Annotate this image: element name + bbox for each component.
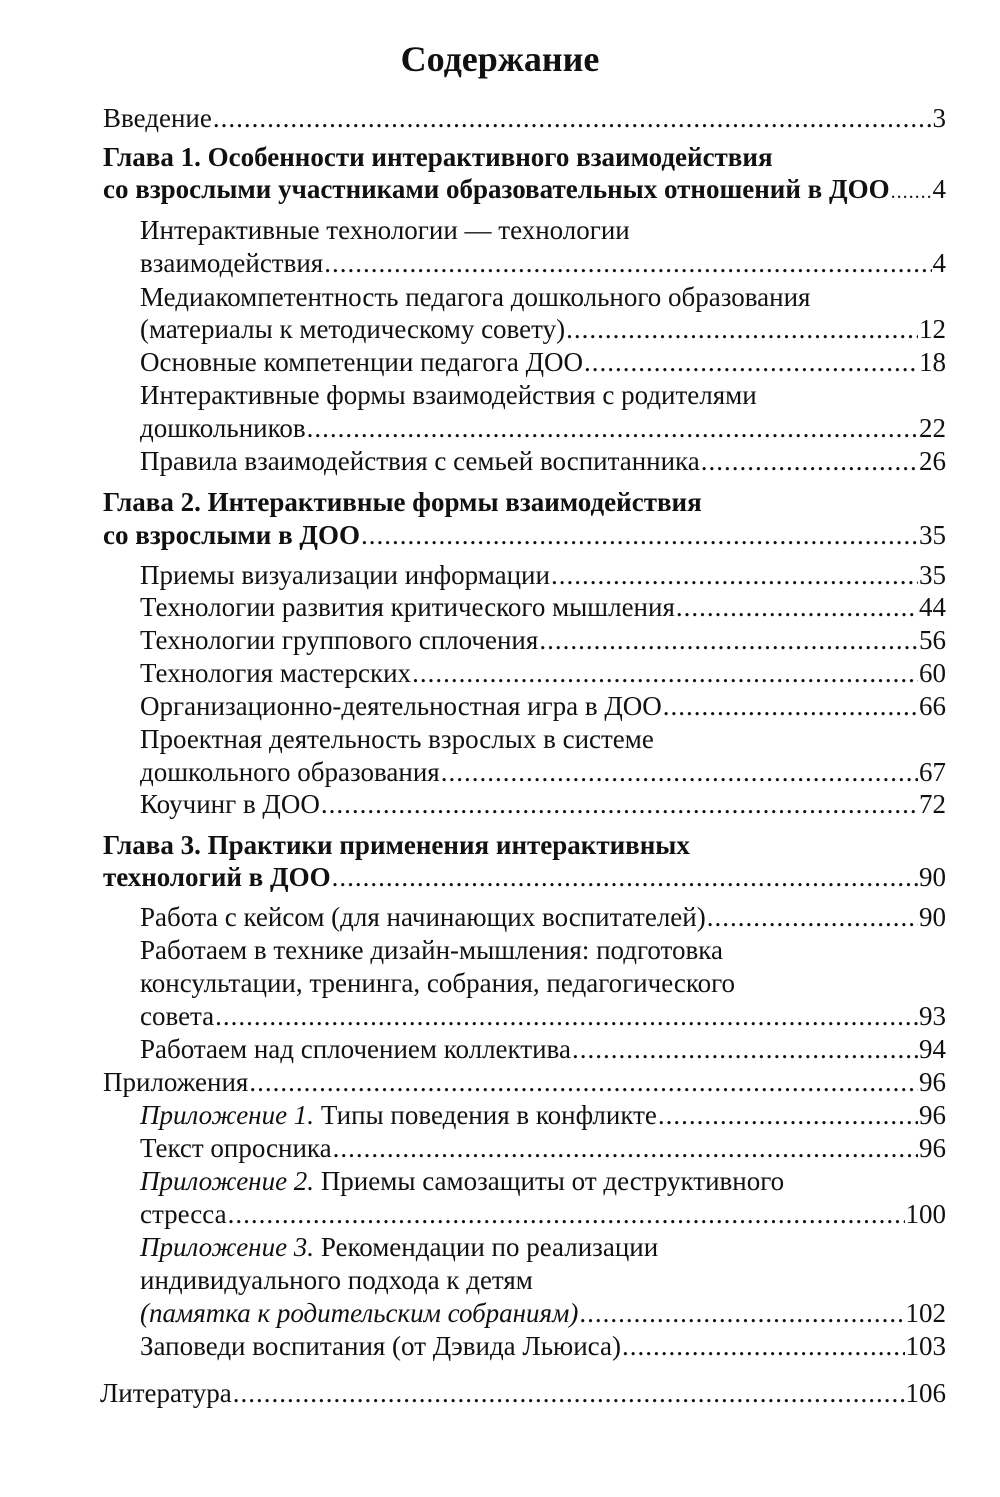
toc-entry-title: дошкольного образования [140, 757, 440, 787]
toc-entry-appendix-3[interactable] [140, 1230, 946, 1264]
dot-leader [228, 1197, 905, 1231]
toc-entry-title: Правила взаимодействия с семьей воспитанника [140, 446, 700, 476]
toc-page-number: 12 [919, 314, 946, 344]
toc-entry[interactable] [140, 656, 946, 690]
toc-entry[interactable] [140, 1131, 946, 1165]
toc-entry[interactable] [140, 246, 946, 280]
dot-leader [441, 755, 918, 789]
toc-entry-title: со взрослыми в ДОО [103, 520, 361, 550]
toc-entry[interactable] [140, 755, 946, 789]
dot-leader [551, 558, 918, 592]
dot-leader [584, 345, 918, 379]
toc-entry-title: индивидуального подхода к детям [140, 1265, 533, 1295]
toc-entry-title: Приемы визуализации информации [140, 560, 550, 590]
toc-chapter-2-line-1[interactable] [103, 485, 946, 519]
toc-page-number: 56 [919, 625, 946, 655]
toc-entry-title: (материалы к методическому совету) [140, 314, 566, 344]
appendix-label: Приложение 2. [140, 1166, 315, 1196]
dot-leader [539, 623, 918, 657]
dot-leader [676, 590, 918, 624]
dot-leader [412, 656, 918, 690]
toc-page-number: 67 [919, 757, 946, 787]
dot-leader [622, 1329, 905, 1363]
toc-chapter-1-line-2[interactable] [103, 172, 946, 206]
toc-page-number: 100 [905, 1199, 946, 1229]
toc-page-number: 35 [919, 520, 946, 550]
toc-entry-title: Текст опросника [140, 1133, 332, 1163]
dot-leader [566, 312, 918, 346]
toc-page-number: 3 [932, 103, 946, 133]
toc-entry-title: Технология мастерских [140, 658, 412, 688]
toc-chapter-3-line-1[interactable] [103, 828, 946, 862]
toc-entry-title: Глава 2. Интерактивные формы взаимодействия [103, 487, 702, 517]
dot-leader [579, 1296, 904, 1330]
toc-entry-title: Приемы самозащиты от деструктивного [314, 1166, 785, 1196]
toc-entry[interactable] [140, 444, 946, 478]
toc-entry-title: дошкольников [140, 413, 306, 443]
toc-entry[interactable] [140, 280, 946, 314]
toc-entry-title: технологий в ДОО [103, 862, 331, 892]
toc-entry[interactable] [140, 312, 946, 346]
toc-entry-title: Заповеди воспитания (от Дэвида Льюиса) [140, 1331, 621, 1361]
toc-entry-title: Приложения [103, 1067, 249, 1097]
toc-page-number: 72 [919, 789, 946, 819]
dot-leader [707, 900, 918, 934]
dot-leader [213, 101, 932, 135]
toc-entry[interactable] [140, 1263, 946, 1297]
toc-entry[interactable] [140, 900, 946, 934]
toc-page-number: 4 [932, 248, 946, 278]
toc-page-number: 44 [919, 592, 946, 622]
toc-page-number: 22 [919, 413, 946, 443]
dot-leader [307, 411, 918, 445]
toc-page-number: 94 [919, 1034, 946, 1064]
toc-page-number: 103 [905, 1331, 946, 1361]
toc-page-number: 66 [919, 691, 946, 721]
toc-entry-title: Введение [103, 103, 212, 133]
toc-entry-title: Основные компетенции педагога ДОО [140, 347, 584, 377]
toc-entry-title: Глава 1. Особенности интерактивного взаимодействия [103, 142, 773, 172]
toc-entry[interactable] [140, 1032, 946, 1066]
toc-entry[interactable] [140, 345, 946, 379]
toc-entry[interactable] [140, 933, 946, 967]
toc-page-number: 35 [919, 560, 946, 590]
toc-entry[interactable] [140, 1329, 946, 1363]
toc-entry[interactable] [140, 689, 946, 723]
toc-chapter-3-line-2[interactable] [103, 860, 946, 894]
toc-entry-title: совета [140, 1001, 215, 1031]
dot-leader [249, 1065, 918, 1099]
appendix-label: Приложение 3. [140, 1232, 315, 1262]
toc-page-number: 96 [919, 1133, 946, 1163]
toc-entry-title: Работаем над сплочением коллектива [140, 1034, 571, 1064]
toc-entry[interactable] [140, 623, 946, 657]
appendix-label: Приложение 1. [140, 1100, 315, 1130]
toc-entry[interactable] [140, 1197, 946, 1231]
dot-leader [233, 1376, 905, 1410]
dot-leader [663, 689, 918, 723]
toc-entry[interactable] [140, 1296, 946, 1330]
toc-entry-title: стресса [140, 1199, 227, 1229]
toc-entry-title: Типы поведения в конфликте [314, 1100, 657, 1130]
toc-entry-title: со взрослыми участниками образовательных отношений в ДОО [103, 174, 890, 204]
toc-entry-title: (памятка к родительским собраниям) [140, 1298, 579, 1328]
toc-entry[interactable] [140, 966, 946, 1000]
toc-entry-appendix-1[interactable] [140, 1098, 946, 1132]
dot-leader [658, 1098, 918, 1132]
toc-page-number: 96 [919, 1067, 946, 1097]
toc-entry-title: Технологии группового сплочения [140, 625, 539, 655]
toc-page-number: 106 [905, 1378, 946, 1408]
toc-page-number: 96 [919, 1100, 946, 1130]
toc-entry-title: Работаем в технике дизайн-мышления: подготовка [140, 935, 723, 965]
toc-page-number: 102 [905, 1298, 946, 1328]
toc-entry-title: взаимодействия [140, 248, 324, 278]
toc-entry-title: Рекомендации по реализации [314, 1232, 659, 1262]
toc-entry[interactable] [140, 590, 946, 624]
dot-leader [215, 999, 918, 1033]
toc-entry-title: Медиакомпетентность педагога дошкольного образования [140, 282, 811, 312]
toc-entry-introduction[interactable] [103, 101, 946, 135]
toc-entry-title: Литература [100, 1378, 232, 1408]
dot-leader [361, 518, 918, 552]
dot-leader [332, 860, 918, 894]
toc-entry[interactable] [140, 787, 946, 821]
toc-entry-literature[interactable] [100, 1376, 946, 1410]
toc-entry-title: Интерактивные формы взаимодействия с родителями [140, 380, 757, 410]
dot-leader [324, 246, 931, 280]
toc-entry[interactable] [140, 411, 946, 445]
toc-entry-appendices[interactable] [103, 1065, 946, 1099]
toc-page-number: 90 [919, 902, 946, 932]
toc-page-number: 4 [932, 174, 946, 204]
dot-leader [333, 1131, 918, 1165]
toc-entry-title: Коучинг в ДОО [140, 789, 320, 819]
toc-entry[interactable] [140, 213, 946, 247]
page-title: Содержание [400, 39, 600, 79]
toc-entry-title: Технологии развития критического мышления [140, 592, 675, 622]
toc-chapter-1-line-1[interactable] [103, 140, 946, 174]
toc-entry-title: Глава 3. Практики применения интерактивных [103, 830, 690, 860]
toc-page-number: 90 [919, 862, 946, 892]
toc-entry-title: консультации, тренинга, собрания, педагогического [140, 968, 735, 998]
toc-entry[interactable] [140, 999, 946, 1033]
toc-entry[interactable] [140, 558, 946, 592]
toc-entry-title: Проектная деятельность взрослых в системе [140, 724, 654, 754]
dot-leader [321, 787, 918, 821]
dot-leader [891, 175, 932, 209]
toc-page-number: 26 [919, 446, 946, 476]
toc-chapter-2-line-2[interactable] [103, 518, 946, 552]
toc-page-number: 18 [919, 347, 946, 377]
toc-page-number: 93 [919, 1001, 946, 1031]
toc-entry-title: Организационно-деятельностная игра в ДОО [140, 691, 662, 721]
toc-entry[interactable] [140, 378, 946, 412]
toc-entry-appendix-2[interactable] [140, 1164, 946, 1198]
dot-leader [701, 444, 918, 478]
toc-entry-title: Интерактивные технологии — технологии [140, 215, 630, 245]
dot-leader [572, 1032, 918, 1066]
toc-entry[interactable] [140, 722, 946, 756]
toc-entry-title: Работа с кейсом (для начинающих воспитателей) [140, 902, 706, 932]
toc-page-number: 60 [919, 658, 946, 688]
